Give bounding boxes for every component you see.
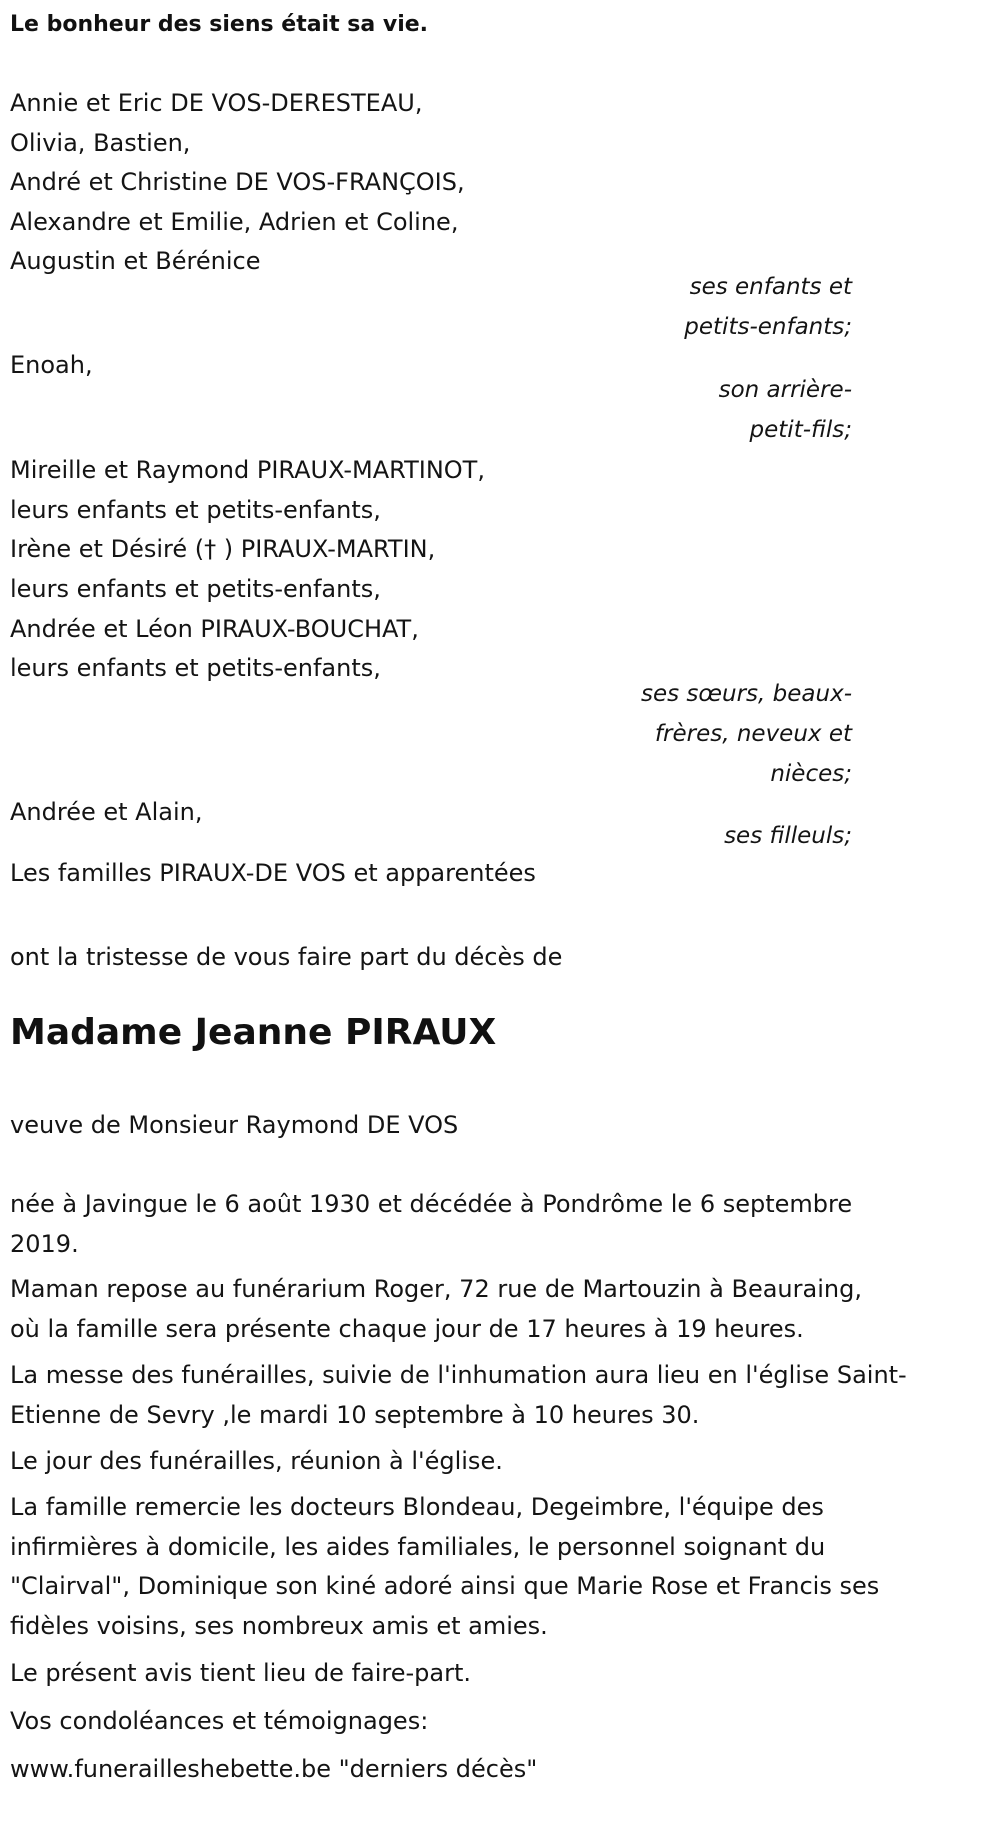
relation-label: petits-enfants; xyxy=(684,314,852,340)
relation-label: petit-fils; xyxy=(749,417,852,443)
condolences-label: Vos condoléances et témoignages: xyxy=(10,1707,429,1735)
mass-line: Etienne de Sevry ,le mardi 10 septembre à 10 heures 30. xyxy=(10,1401,700,1429)
family-line: leurs enfants et petits-enfants, xyxy=(10,496,381,524)
widow-of: veuve de Monsieur Raymond DE VOS xyxy=(10,1111,459,1139)
thanks-line: La famille remercie les docteurs Blondeau, Degeimbre, l'équipe des xyxy=(10,1493,824,1521)
meeting-line: Le jour des funérailles, réunion à l'église. xyxy=(10,1447,503,1475)
family-line: Olivia, Bastien, xyxy=(10,129,191,157)
family-line: Andrée et Léon PIRAUX-BOUCHAT, xyxy=(10,615,419,643)
family-line: leurs enfants et petits-enfants, xyxy=(10,575,381,603)
family-line: Andrée et Alain, xyxy=(10,798,203,826)
family-line: Enoah, xyxy=(10,351,93,379)
thanks-line: infirmières à domicile, les aides familiales, le personnel soignant du xyxy=(10,1533,826,1561)
announcement: ont la tristesse de vous faire part du décès de xyxy=(10,943,563,971)
relation-label: ses enfants et xyxy=(689,274,852,300)
epigraph: Le bonheur des siens était sa vie. xyxy=(10,12,429,37)
relation-label: frères, neveux et xyxy=(654,721,852,747)
relation-label: nièces; xyxy=(770,761,852,787)
family-line: Alexandre et Emilie, Adrien et Coline, xyxy=(10,208,459,236)
family-line: André et Christine DE VOS-FRANÇOIS, xyxy=(10,168,465,196)
notice-line: Le présent avis tient lieu de faire-part. xyxy=(10,1659,472,1687)
family-line: Annie et Eric DE VOS-DERESTEAU, xyxy=(10,89,423,117)
website-link[interactable]: www.funerailleshebette.be "derniers décès" xyxy=(10,1755,538,1783)
funerarium-line: Maman repose au funérarium Roger, 72 rue de Martouzin à Beauraing, xyxy=(10,1275,862,1303)
birth-death-line: 2019. xyxy=(10,1230,79,1258)
relation-label: ses sœurs, beaux- xyxy=(640,681,852,707)
family-line: leurs enfants et petits-enfants, xyxy=(10,654,381,682)
thanks-line: "Clairval", Dominique son kiné adoré ainsi que Marie Rose et Francis ses xyxy=(10,1572,880,1600)
birth-death-line: née à Javingue le 6 août 1930 et décédée à Pondrôme le 6 septembre xyxy=(10,1190,853,1218)
family-line: Mireille et Raymond PIRAUX-MARTINOT, xyxy=(10,456,485,484)
relation-label: ses filleuls; xyxy=(724,823,852,849)
relation-label: son arrière- xyxy=(718,377,852,403)
family-line: Augustin et Bérénice xyxy=(10,247,261,275)
funerarium-line: où la famille sera présente chaque jour de 17 heures à 19 heures. xyxy=(10,1315,804,1343)
deceased-name: Madame Jeanne PIRAUX xyxy=(10,1012,497,1053)
thanks-line: fidèles voisins, ses nombreux amis et amies. xyxy=(10,1612,548,1640)
mass-line: La messe des funérailles, suivie de l'inhumation aura lieu en l'église Saint- xyxy=(10,1361,907,1389)
family-line: Irène et Désiré († ) PIRAUX-MARTIN, xyxy=(10,535,436,563)
families-line: Les familles PIRAUX-DE VOS et apparentées xyxy=(10,859,536,887)
